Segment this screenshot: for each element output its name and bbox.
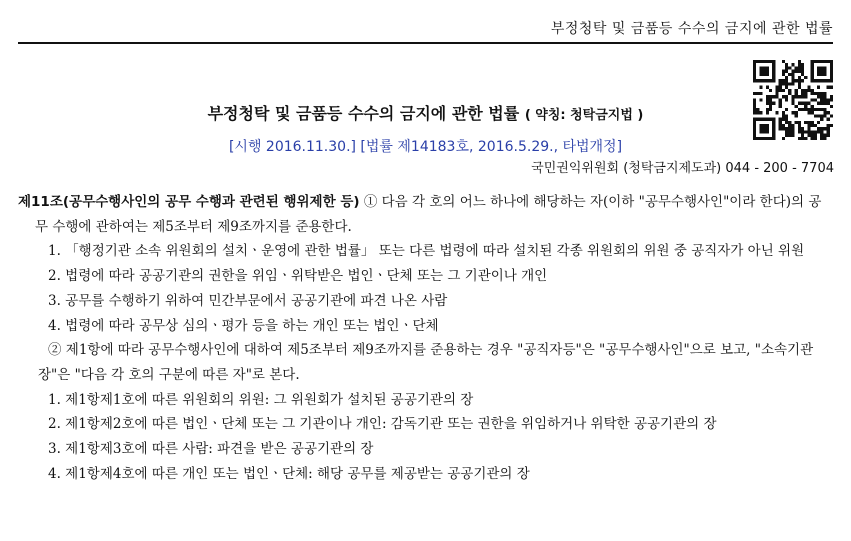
- qr-code-icon[interactable]: [752, 60, 834, 140]
- list-item: 1. 「행정기관 소속 위원회의 설치ㆍ운영에 관한 법률」 또는 다른 법령에 따라 설치된 각종 위원회의 위원 중 공직자가 아닌 위원: [48, 243, 805, 260]
- effective-date-info[interactable]: [시행 2016.11.30.] [법률 제14183호, 2016.5.29., 타법개정]: [228, 139, 623, 155]
- law-title-main: 부정청탁 및 금품등 수수의 금지에 관한 법률: [207, 104, 520, 123]
- list-item: 4. 법령에 따라 공무상 심의ㆍ평가 등을 하는 개인 또는 법인ㆍ단체: [48, 317, 439, 334]
- header-divider: [18, 42, 833, 44]
- article-paragraph-1: [18, 190, 834, 239]
- header-law-name: 부정청탁 및 금품등 수수의 금지에 관한 법률: [550, 21, 833, 37]
- list-item: 3. 공무를 수행하기 위하여 민간부문에서 공공기관에 파견 나온 사람: [48, 292, 448, 309]
- article-heading: 제11조(공무수행사인의 공무 수행과 관련된 행위제한 등): [18, 194, 360, 210]
- list-item: 2. 법령에 따라 공공기관의 권한을 위임ㆍ위탁받은 법인ㆍ단체 또는 그 기관이나 개인: [48, 268, 548, 285]
- law-title-abbreviation: ( 약칭: 청탁금지법 ): [524, 108, 644, 123]
- paragraph-1-text: ① 다음 각 호의 어느 하나에 해당하는 자(이하 "공무수행사인"이라 한다)의 공무 수행에 관하여는 제5조부터 제9조까지를 준용한다.: [35, 194, 822, 235]
- list-item: 2. 제1항제2호에 따른 법인ㆍ단체 또는 그 기관이나 개인: 감독기관 또는 권한을 위임하거나 위탁한 공공기관의 장: [48, 416, 717, 433]
- page-title: [0, 101, 851, 124]
- ministry-contact: 국민권익위원회 (청탁금지제도과) 044 - 200 - 7704: [531, 161, 834, 176]
- article-paragraph-2: ② 제1항에 따라 공무수행사인에 대하여 제5조부터 제9조까지를 준용하는 경우 "공직자등"은 "공무수행사인"으로 보고, "소속기관장"은 "다음 각 호의 구분에 따른 자"로 본다.: [38, 342, 814, 383]
- list-item: 4. 제1항제4호에 따른 개인 또는 법인ㆍ단체: 해당 공무를 제공받는 공공기관의 장: [48, 465, 530, 482]
- list-item: 3. 제1항제3호에 따른 사람: 파견을 받은 공공기관의 장: [48, 441, 374, 458]
- article-body: [18, 190, 834, 486]
- list-item: 1. 제1항제1호에 따른 위원회의 위원: 그 위원회가 설치된 공공기관의 장: [48, 391, 474, 408]
